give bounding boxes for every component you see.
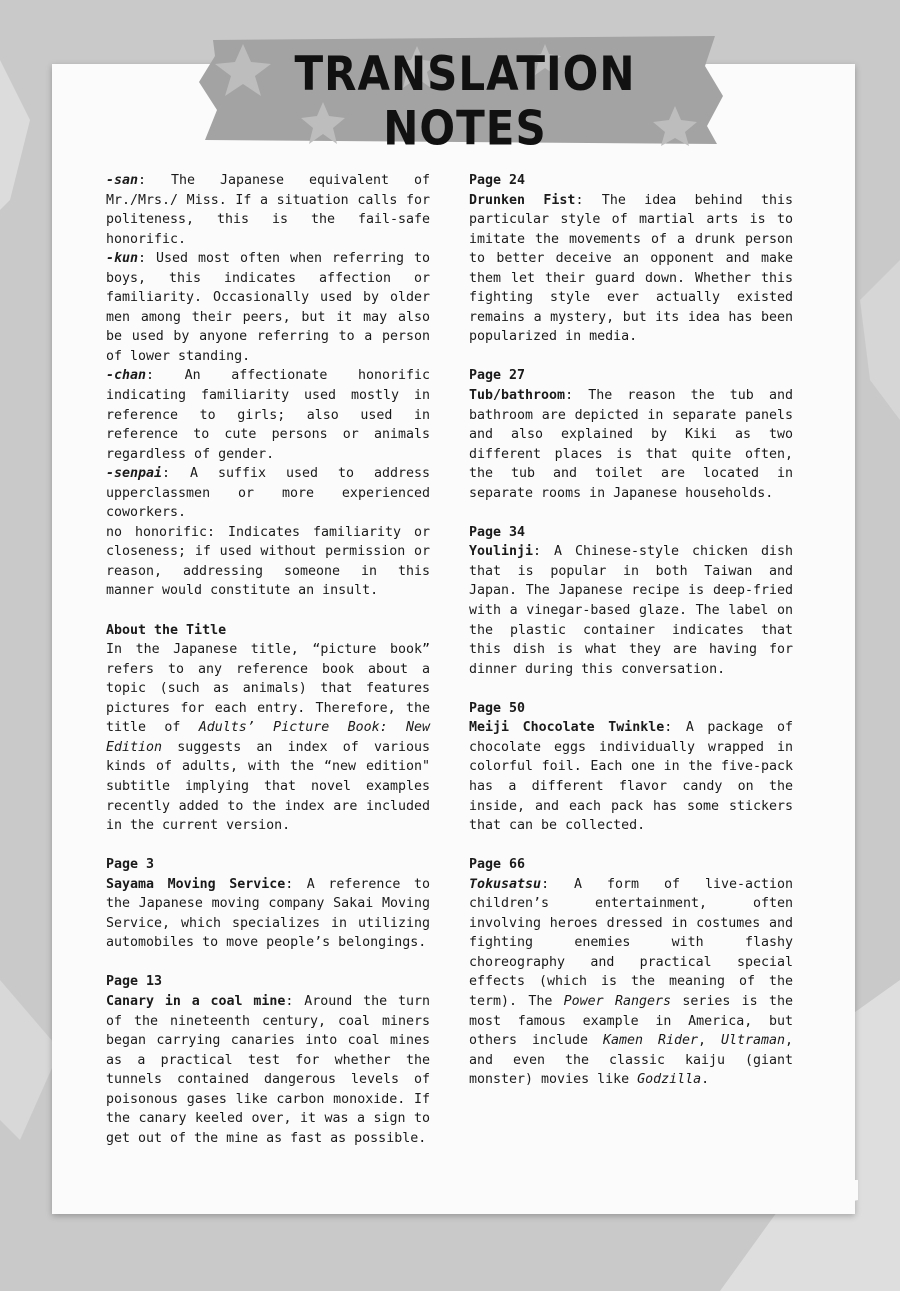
page24-heading: Page 24 [469, 173, 526, 188]
honorific-chan: -chan: An affectionate honorific indicating familiarity used mostly in reference to girls; also used in reference to cute persons or animals regardless of gender. [106, 368, 430, 462]
honorific-senpai: -senpai: A suffix used to address upperclassmen or more experienced coworkers. [106, 466, 430, 521]
page66-heading: Page 66 [469, 857, 526, 873]
about-title-text: In the Japanese title, “picture book” refers to any reference book about a topic (such as animals) that features pictures for each entry. Therefore, the title of Adults’ Picture Book: New Edition suggests an index of various kinds of adults, with the “new edition" subtitle implying that novel examples recently added to the index are included in the current version. [106, 642, 430, 834]
page13-note: Canary in a coal mine: Around the turn of the nineteenth century, coal miners began carrying canaries into coal mines as a practical test for whether the tunnels contained dangerous levels of poisonous gases like carbon monoxide. If the canary keeled over, it was a sign to get out of the mine as fast as possible. [106, 993, 430, 1146]
right-column [469, 171, 793, 1090]
page13-heading: Page 13 [106, 974, 163, 990]
page3-heading: Page 3 [106, 857, 155, 873]
page-title: TRANSLATION NOTES [294, 46, 636, 156]
page24-note: Drunken Fist: The idea behind this particular style of martial arts is to imitate the movements of a drunk person to better deceive an opponent and make them let their guard down. Whether this fighting style ever actually existed remains a mystery, but its idea has been popularized in media. [469, 192, 793, 345]
about-title-heading: About the Title [106, 622, 227, 638]
torn-edge [40, 1180, 870, 1240]
page50-note: Meiji Chocolate Twinkle: A package of chocolate eggs individually wrapped in colorful foil. Each one in the five-pack has a different flavor candy on the inside, and each pack has some stickers that can be collected. [469, 720, 794, 834]
page27-note: Tub/bathroom: The reason the tub and bathroom are depicted in separate panels and also explained by Kiki as two different places is that quite often, the tub and toilet are located in separate rooms in Japanese households. [469, 388, 793, 501]
left-column [106, 171, 430, 1148]
page50-heading: Page 50 [469, 700, 526, 716]
honorific-kun: -kun: Used most often when referring to boys, this indicates affection or familiarity. Occasionally used by older men among their peers, but it may also be used by anyone referring to a person of lower standing. [106, 251, 430, 364]
page66-note: Tokusatsu: A form of live-action children’s entertainment, often involving heroes dressed in costumes and fighting enemies with flashy choreography and practical special effects (which is the meaning of the term). The Power Rangers series is the most famous example in America, but others include Kamen Rider, Ultraman, and even the classic kaiju (giant monster) movies like Godzilla. [469, 876, 793, 1088]
page3-note: Sayama Moving Service: A reference to the Japanese moving company Sakai Moving Service, which specializes in utilizing automobiles to move people’s belongings. [106, 876, 430, 951]
page34-heading: Page 34 [469, 524, 526, 540]
honorific-none: no honorific: Indicates familiarity or closeness; if used without permission or reason, addressing someone in this manner would constitute an insult. [106, 524, 430, 599]
page27-heading: Page 27 [469, 368, 526, 384]
page34-note: Youlinji: A Chinese-style chicken dish that is popular in both Taiwan and Japan. The Japanese recipe is deep-fried with a vinegar-based glaze. The label on the plastic container indicates that this dish is what they are having for dinner during this conversation. [469, 544, 793, 677]
honorific-san: -san: The Japanese equivalent of Mr./Mrs./ Miss. If a situation calls for politeness, this is the fail-safe honorific. [106, 173, 430, 247]
